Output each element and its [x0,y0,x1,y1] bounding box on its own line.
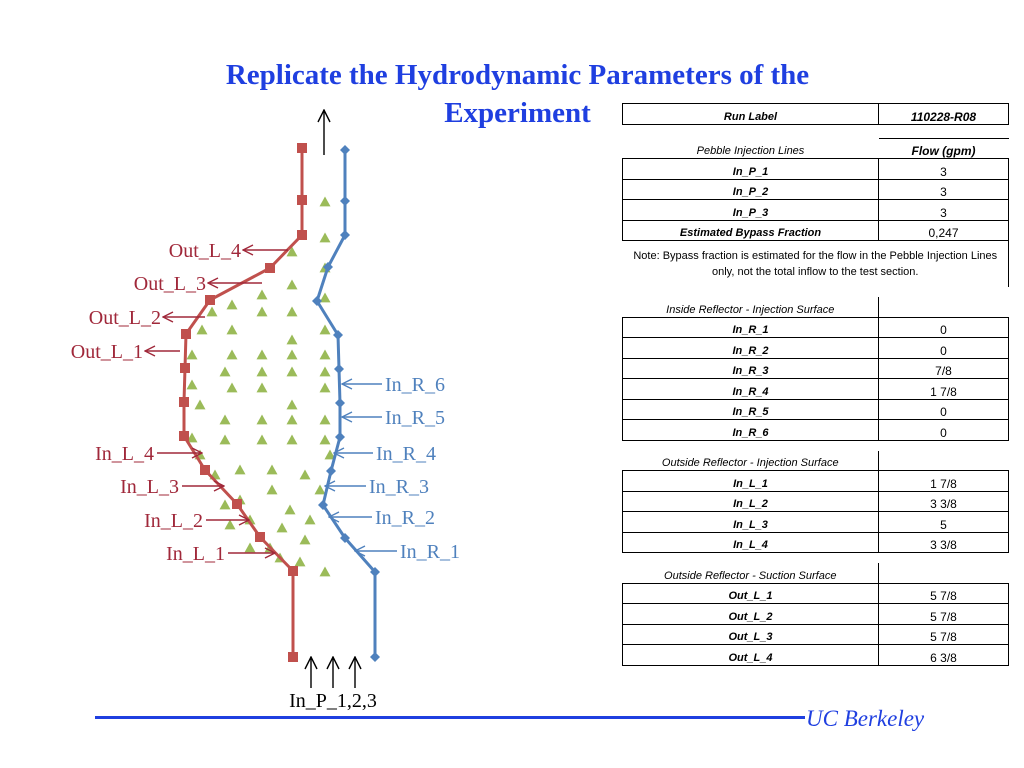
table-row [623,159,1009,180]
pebble-triangle [287,400,298,410]
table-row [623,645,1009,666]
section-heading: Outside Reflector - Injection Surface [661,457,839,469]
row-label: In_L_3 [623,512,879,533]
table-row [623,532,1009,553]
pebble-triangle [267,465,278,475]
pebble-triangle [235,465,246,475]
left-port-label: Out_L_4 [168,240,241,262]
table-row [623,420,1009,441]
run-row [623,104,1009,125]
pebble-triangle [220,415,231,425]
pebble-triangle [257,290,268,300]
pebble-triangle [187,350,198,360]
table-row [623,624,1009,645]
section-heading-row [623,138,1009,159]
pebble-triangle [257,415,268,425]
table-row [623,399,1009,420]
spacer-cell [623,124,1009,138]
empty-heading-cell [879,297,1009,317]
pebble-triangle [195,400,206,410]
left-port-label: Out_L_3 [133,273,206,295]
empty-heading-cell [879,451,1009,471]
pebble-triangle [220,500,231,510]
spacer-row [623,124,1009,138]
pebble-triangle [187,380,198,390]
row-value: 5 7/8 [879,624,1009,645]
table-row [623,604,1009,625]
outer-wall-marker [179,431,189,441]
spacer-row [623,553,1009,564]
left-port-label: Out_L_2 [88,307,161,329]
row-value: 6 3/8 [879,645,1009,666]
pebble-triangle [220,367,231,377]
row-label: Out_L_2 [623,604,879,625]
slide-title: Replicate the Hydrodynamic Parameters of the Experiment [225,59,810,129]
row-label: In_R_2 [623,338,879,359]
right-port-label: In_R_4 [376,443,436,465]
row-value: 3 3/8 [879,491,1009,512]
pebble-triangle [320,383,331,393]
inner-wall-marker [340,145,350,155]
section-heading: Pebble Injection Lines [696,145,805,157]
pebble-triangle [227,350,238,360]
table-row [623,179,1009,200]
footer-rule [95,716,805,719]
pebble-triangle [257,307,268,317]
footer-brand: UC Berkeley [806,706,925,731]
pebble-triangle [287,350,298,360]
pebble-triangle [305,515,316,525]
note-row [623,241,1009,288]
section-heading-row [623,451,1009,471]
row-value: 3 [879,159,1009,180]
section-heading: Inside Reflector - Injection Surface [666,303,835,316]
pebble-triangle [287,335,298,345]
left-port-label: In_L_1 [166,543,225,565]
spacer-cell [623,553,1009,564]
outer-wall-marker [297,143,307,153]
bypass-note: Note: Bypass fraction is estimated for the flow in the Pebble Injection Lines only, not the total inflow to the test section. [623,241,1009,288]
section-heading-row [623,563,1009,583]
row-label: In_R_1 [623,317,879,338]
pebble-triangle [225,520,236,530]
pebble-inlet-label: In_P_1,2,3 [289,690,377,712]
pebble-triangle [315,485,326,495]
run-label-cell: Run Label [623,104,879,125]
spacer-row [623,440,1009,451]
outer-reflector-wall [184,148,302,657]
row-label: In_L_4 [623,532,879,553]
row-value: 5 [879,512,1009,533]
section-heading-row [623,297,1009,317]
table-row [623,491,1009,512]
spacer-cell [623,287,1009,297]
outer-wall-marker [265,263,275,273]
pebble-triangle [277,523,288,533]
right-port-label: In_R_2 [375,507,435,529]
run-value-cell: 110228-R08 [879,104,1009,125]
pebble-triangle [267,485,278,495]
outer-wall-marker [288,652,298,662]
outer-wall-marker [200,465,210,475]
left-port-label: In_L_3 [120,476,179,498]
pebble-triangle [320,197,331,207]
pebble-triangle [245,543,256,553]
row-label: In_R_4 [623,379,879,400]
row-value: 1 7/8 [879,471,1009,492]
row-value: 0 [879,399,1009,420]
table-row [623,583,1009,604]
row-value: 3 [879,179,1009,200]
outer-wall-marker [297,230,307,240]
pebble-triangle [220,435,231,445]
pebble-triangle [257,350,268,360]
table-row [623,358,1009,379]
pebble-triangle [320,367,331,377]
pebble-triangle [287,280,298,290]
pebble-triangle [300,535,311,545]
row-label: In_L_2 [623,491,879,512]
bypass-value: 0,247 [879,220,1009,241]
pebble-triangle [287,367,298,377]
pebble-triangle [320,350,331,360]
pebble-triangle [320,567,331,577]
pebble-triangle [285,505,296,515]
spacer-cell [623,440,1009,451]
pebble-triangle [295,557,306,567]
right-port-label: In_R_3 [369,476,429,498]
pebble-triangle [227,300,238,310]
right-port-label: In_R_6 [385,374,445,396]
row-value: 5 7/8 [879,604,1009,625]
inner-wall-marker [340,196,350,206]
pebble-triangle [300,470,311,480]
section-heading: Outside Reflector - Suction Surface [664,569,837,582]
row-value: 3 3/8 [879,532,1009,553]
row-label: In_R_3 [623,358,879,379]
inner-wall-marker [334,364,344,374]
row-value: 0 [879,420,1009,441]
table-row [623,200,1009,221]
row-value: 5 7/8 [879,583,1009,604]
left-port-label: Out_L_1 [70,341,143,363]
row-label: In_R_5 [623,399,879,420]
left-port-label: In_L_2 [144,510,203,532]
pebble-triangle [320,435,331,445]
table-row [623,379,1009,400]
row-label: In_P_2 [623,179,879,200]
outer-wall-marker [297,195,307,205]
table-row [623,338,1009,359]
pebble-triangle [257,383,268,393]
row-label: In_L_1 [623,471,879,492]
pebble-triangle [287,307,298,317]
inner-wall-marker [335,432,345,442]
outer-wall-marker [179,397,189,407]
table-row [623,471,1009,492]
row-value: 3 [879,200,1009,221]
table-row [623,317,1009,338]
right-port-label: In_R_1 [400,541,460,563]
row-label: Out_L_3 [623,624,879,645]
inner-wall-marker [335,398,345,408]
pebble-triangle [227,325,238,335]
pebble-triangle [257,367,268,377]
row-label: Out_L_1 [623,583,879,604]
row-value: 1 7/8 [879,379,1009,400]
outer-wall-marker [255,532,265,542]
outer-wall-marker [288,566,298,576]
left-port-label: In_L_4 [95,443,154,465]
bypass-label: Estimated Bypass Fraction [623,220,879,241]
right-port-label: In_R_5 [385,407,445,429]
row-label: In_R_6 [623,420,879,441]
pebble-triangle [320,415,331,425]
pebble-triangle [320,325,331,335]
inner-wall-marker [370,652,380,662]
table-row [623,512,1009,533]
pebble-triangle [320,233,331,243]
row-label: Out_L_4 [623,645,879,666]
pebble-triangle [287,415,298,425]
row-label: In_P_3 [623,200,879,221]
unit-heading: Flow (gpm) [879,138,1009,159]
flow-table [622,103,1009,666]
outer-wall-marker [181,329,191,339]
spacer-row [623,287,1009,297]
bypass-row [623,220,1009,241]
outer-wall-marker [180,363,190,373]
outer-wall-marker [205,295,215,305]
row-label: In_P_1 [623,159,879,180]
pebble-triangle [257,435,268,445]
outer-wall-marker [232,499,242,509]
row-value: 0 [879,338,1009,359]
inner-wall-marker [326,466,336,476]
inner-reflector-wall [317,150,375,657]
pebble-triangle [227,383,238,393]
row-value: 7/8 [879,358,1009,379]
pebble-triangle [197,325,208,335]
empty-heading-cell [879,563,1009,583]
pebble-triangle [207,307,218,317]
row-value: 0 [879,317,1009,338]
pebble-triangle [287,435,298,445]
